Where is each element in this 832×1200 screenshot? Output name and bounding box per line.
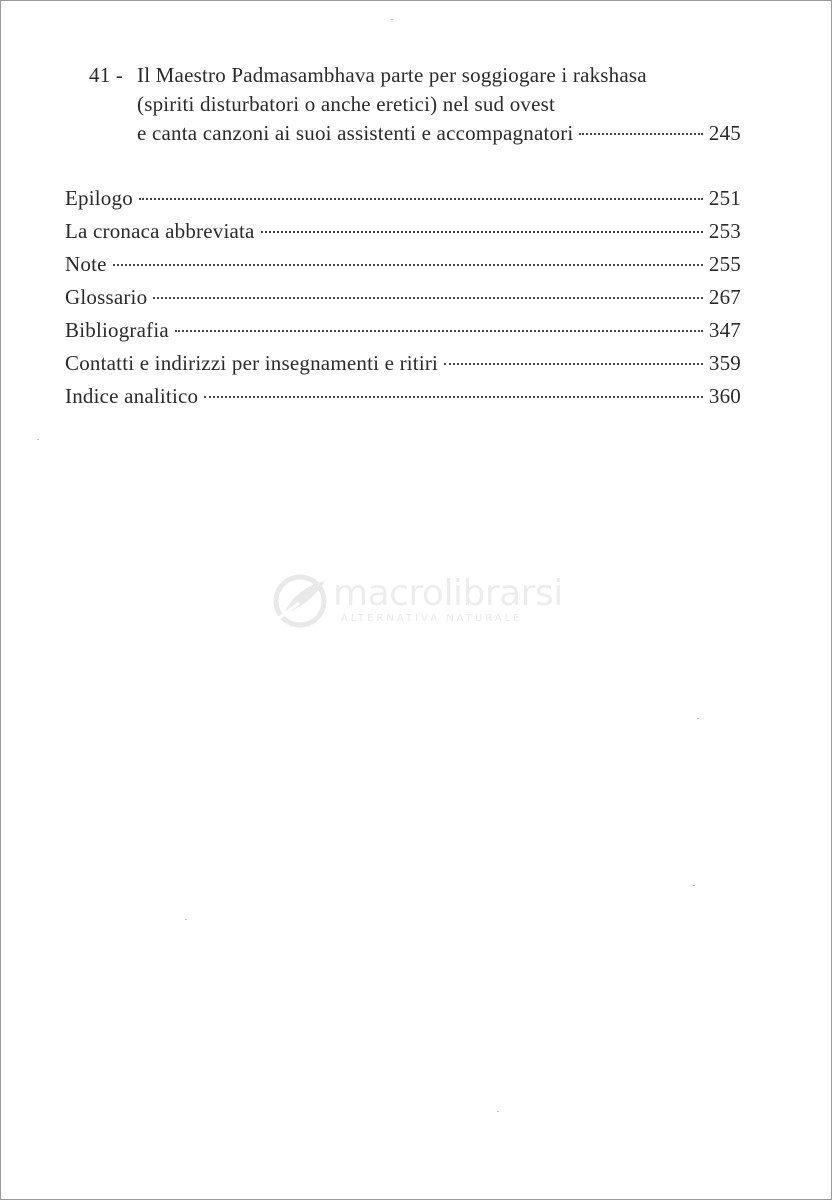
toc-entry — [65, 182, 741, 215]
entry-page-number: 359 — [708, 351, 741, 375]
watermark-brand: macrolibrarsi — [333, 573, 563, 614]
dot-leader — [261, 231, 703, 233]
chapter-title-part-3: e canta canzoni ai suoi assistenti e accompagnatori — [137, 121, 574, 145]
dot-leader — [139, 198, 703, 200]
chapter-title-line-3 — [89, 119, 741, 148]
dot-leader — [153, 297, 703, 299]
toc-entry — [65, 347, 741, 380]
toc-entry — [65, 248, 741, 281]
entry-title: Bibliografia — [65, 318, 169, 342]
entry-title: Indice analitico — [65, 384, 199, 408]
paper-speck — [497, 1111, 499, 1112]
toc-chapter-41 — [89, 61, 741, 148]
entry-title: Contatti e indirizzi per insegnamenti e ritiri — [65, 351, 439, 375]
dot-leader — [204, 396, 703, 398]
chapter-page-number: 245 — [708, 121, 741, 145]
entry-page-number: 255 — [708, 252, 741, 276]
toc-entries — [65, 182, 741, 413]
entry-title: Epilogo — [65, 186, 133, 210]
paper-speck — [185, 919, 187, 920]
entry-page-number: 347 — [708, 318, 741, 342]
entry-title: Note — [65, 252, 107, 276]
paper-speck — [37, 439, 39, 440]
entry-page-number: 360 — [708, 384, 741, 408]
toc-entry — [65, 380, 741, 413]
paper-speck — [693, 885, 695, 886]
entry-title: La cronaca abbreviata — [65, 219, 255, 243]
entry-page-number: 267 — [708, 285, 741, 309]
toc-entry — [65, 281, 741, 314]
entry-title: Glossario — [65, 285, 148, 309]
toc-entry — [65, 314, 741, 347]
paper-speck — [697, 718, 699, 719]
dot-leader — [113, 264, 703, 266]
dot-leader — [444, 363, 703, 365]
entry-page-number: 251 — [708, 186, 741, 210]
watermark — [269, 571, 569, 631]
chapter-title-part-1: Il Maestro Padmasambhava parte per soggiogare i rakshasa — [137, 63, 647, 87]
paper-speck — [391, 19, 393, 20]
dot-leader — [175, 330, 703, 332]
watermark-tagline: ALTERNATIVA NATURALE — [341, 613, 523, 624]
entry-page-number: 253 — [708, 219, 741, 243]
chapter-title-line-1 — [89, 61, 741, 90]
toc-entry — [65, 215, 741, 248]
chapter-title-line-2: (spiriti disturbatori o anche eretici) nel sud ovest — [137, 92, 556, 116]
leaf-logo-icon — [269, 571, 331, 631]
dot-leader — [579, 133, 702, 135]
chapter-number: 41 - — [89, 63, 124, 87]
